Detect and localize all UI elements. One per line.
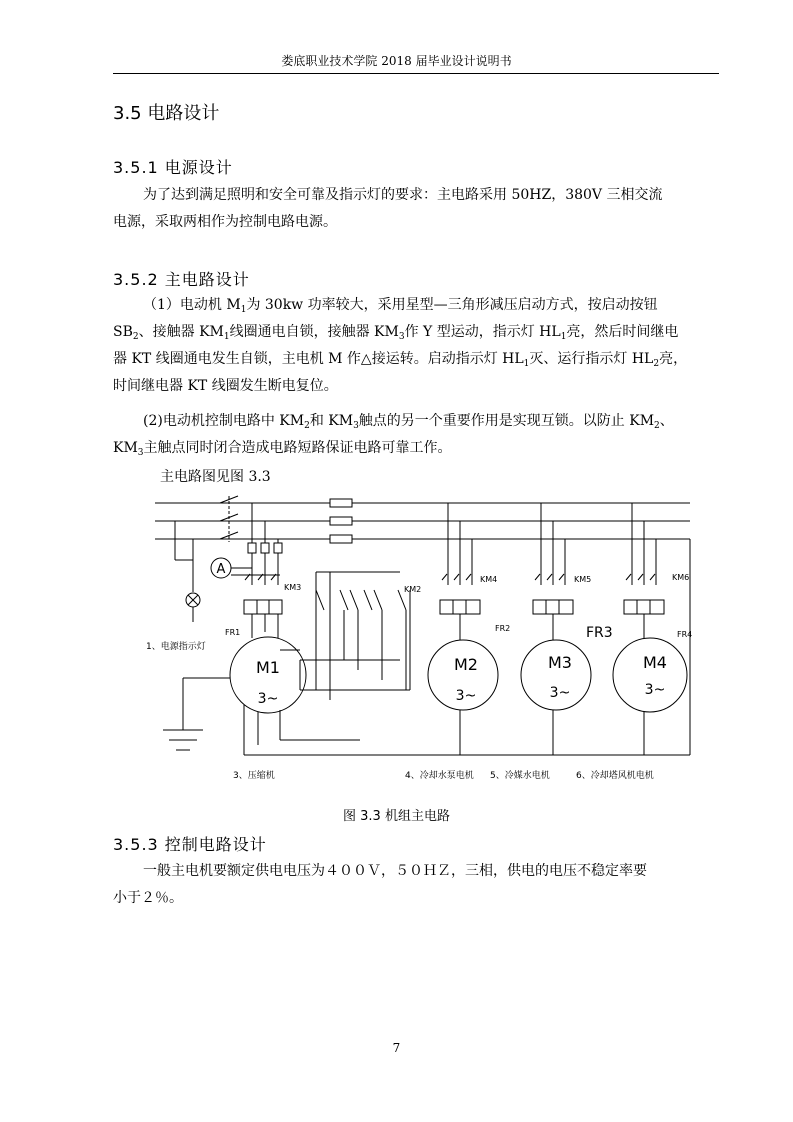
fr3-label: FR3 <box>586 625 613 641</box>
ground-symbol <box>163 678 230 750</box>
m2-phase-label: 3~ <box>455 688 477 704</box>
km3-label: KM3 <box>284 583 302 592</box>
fr2-label: FR2 <box>495 624 511 633</box>
m4-phase-label: 3~ <box>644 682 666 698</box>
text-line: 时间继电器 KT 线圈发生断电复位。 <box>113 378 338 394</box>
m2-branch <box>428 503 498 710</box>
km2-label: KM2 <box>404 585 422 594</box>
section-title: 3.5 电路设计 <box>113 103 220 124</box>
text-line: 一般主电机要额定供电电压为４００Ｖ，５０ＨＺ，三相，供电的电压不稳定率要 <box>143 863 647 879</box>
page-number: 7 <box>392 1041 401 1055</box>
lamp-caption: 1、电源指示灯 <box>146 642 206 652</box>
subsection-title-3: 3.5.3 控制电路设计 <box>113 835 267 854</box>
ammeter-label: A <box>216 562 226 577</box>
fr1-label: FR1 <box>225 628 241 637</box>
paragraph-control-circuit <box>113 858 719 912</box>
subsection-title-1: 3.5.1 电源设计 <box>113 158 233 177</box>
lamp-branch <box>175 521 200 622</box>
m3-phase-label: 3~ <box>549 685 571 701</box>
m3-label: M3 <box>548 653 572 672</box>
m2-label: M2 <box>454 655 478 674</box>
text-line: （1）电动机 $M_1$为 30kw 功率较大，采用星型—三角形减压启动方式，按启动按钮 <box>143 297 658 315</box>
page-header: 娄底职业技术学院 2018 届毕业设计说明书 <box>281 54 512 68</box>
tower-caption: 6、冷却塔风机电机 <box>576 771 654 781</box>
text-line: $KM_3$主触点同时闭合造成电路短路保证电路可靠工作。 <box>113 440 452 458</box>
subsection-title-2: 3.5.2 主电路设计 <box>113 270 250 289</box>
text-line: 电源，采取两相作为控制电路电源。 <box>113 214 337 230</box>
coolant-caption: 5、冷媒水电机 <box>490 771 550 781</box>
compressor-caption: 3、压缩机 <box>233 771 275 781</box>
pump-caption: 4、冷却水泵电机 <box>405 771 474 781</box>
m1-label: M1 <box>256 658 280 677</box>
figure-caption: 图 3.3 机组主电路 <box>343 809 450 824</box>
km5-label: KM5 <box>574 575 592 584</box>
km4-label: KM4 <box>480 575 498 584</box>
text-line: 器 KT 线圈通电发生自锁，主电机 M 作△接运转。启动指示灯 $HL_1$灭、运行指示灯 $HL_2$亮， <box>113 351 688 369</box>
text-line: 为了达到满足照明和安全可靠及指示灯的要求：主电路采用 50HZ，380V 三相交流 <box>143 187 663 203</box>
m4-branch <box>613 503 690 712</box>
m4-label: M4 <box>643 653 667 672</box>
text-line: (2)电动机控制电路中 $KM_2$和 $KM_3$触点的另一个重要作用是实现互锁。以防止 $KM_2$、 <box>143 413 674 431</box>
text-line: $SB_2$、接触器 $KM_1$线圈通电自锁，接触器 $KM_3$作 Y 型运动，指示灯 $HL_1$亮，然后时间继电 <box>113 324 679 342</box>
bus-fuses <box>330 499 352 543</box>
m3-branch <box>521 503 591 710</box>
km6-label: KM6 <box>672 573 690 582</box>
text-line: 小于２％。 <box>113 890 183 906</box>
figure-reference: 主电路图见图 3.3 <box>160 469 271 485</box>
fr4-label: FR4 <box>677 630 693 639</box>
m1-phase-label: 3~ <box>257 691 279 707</box>
